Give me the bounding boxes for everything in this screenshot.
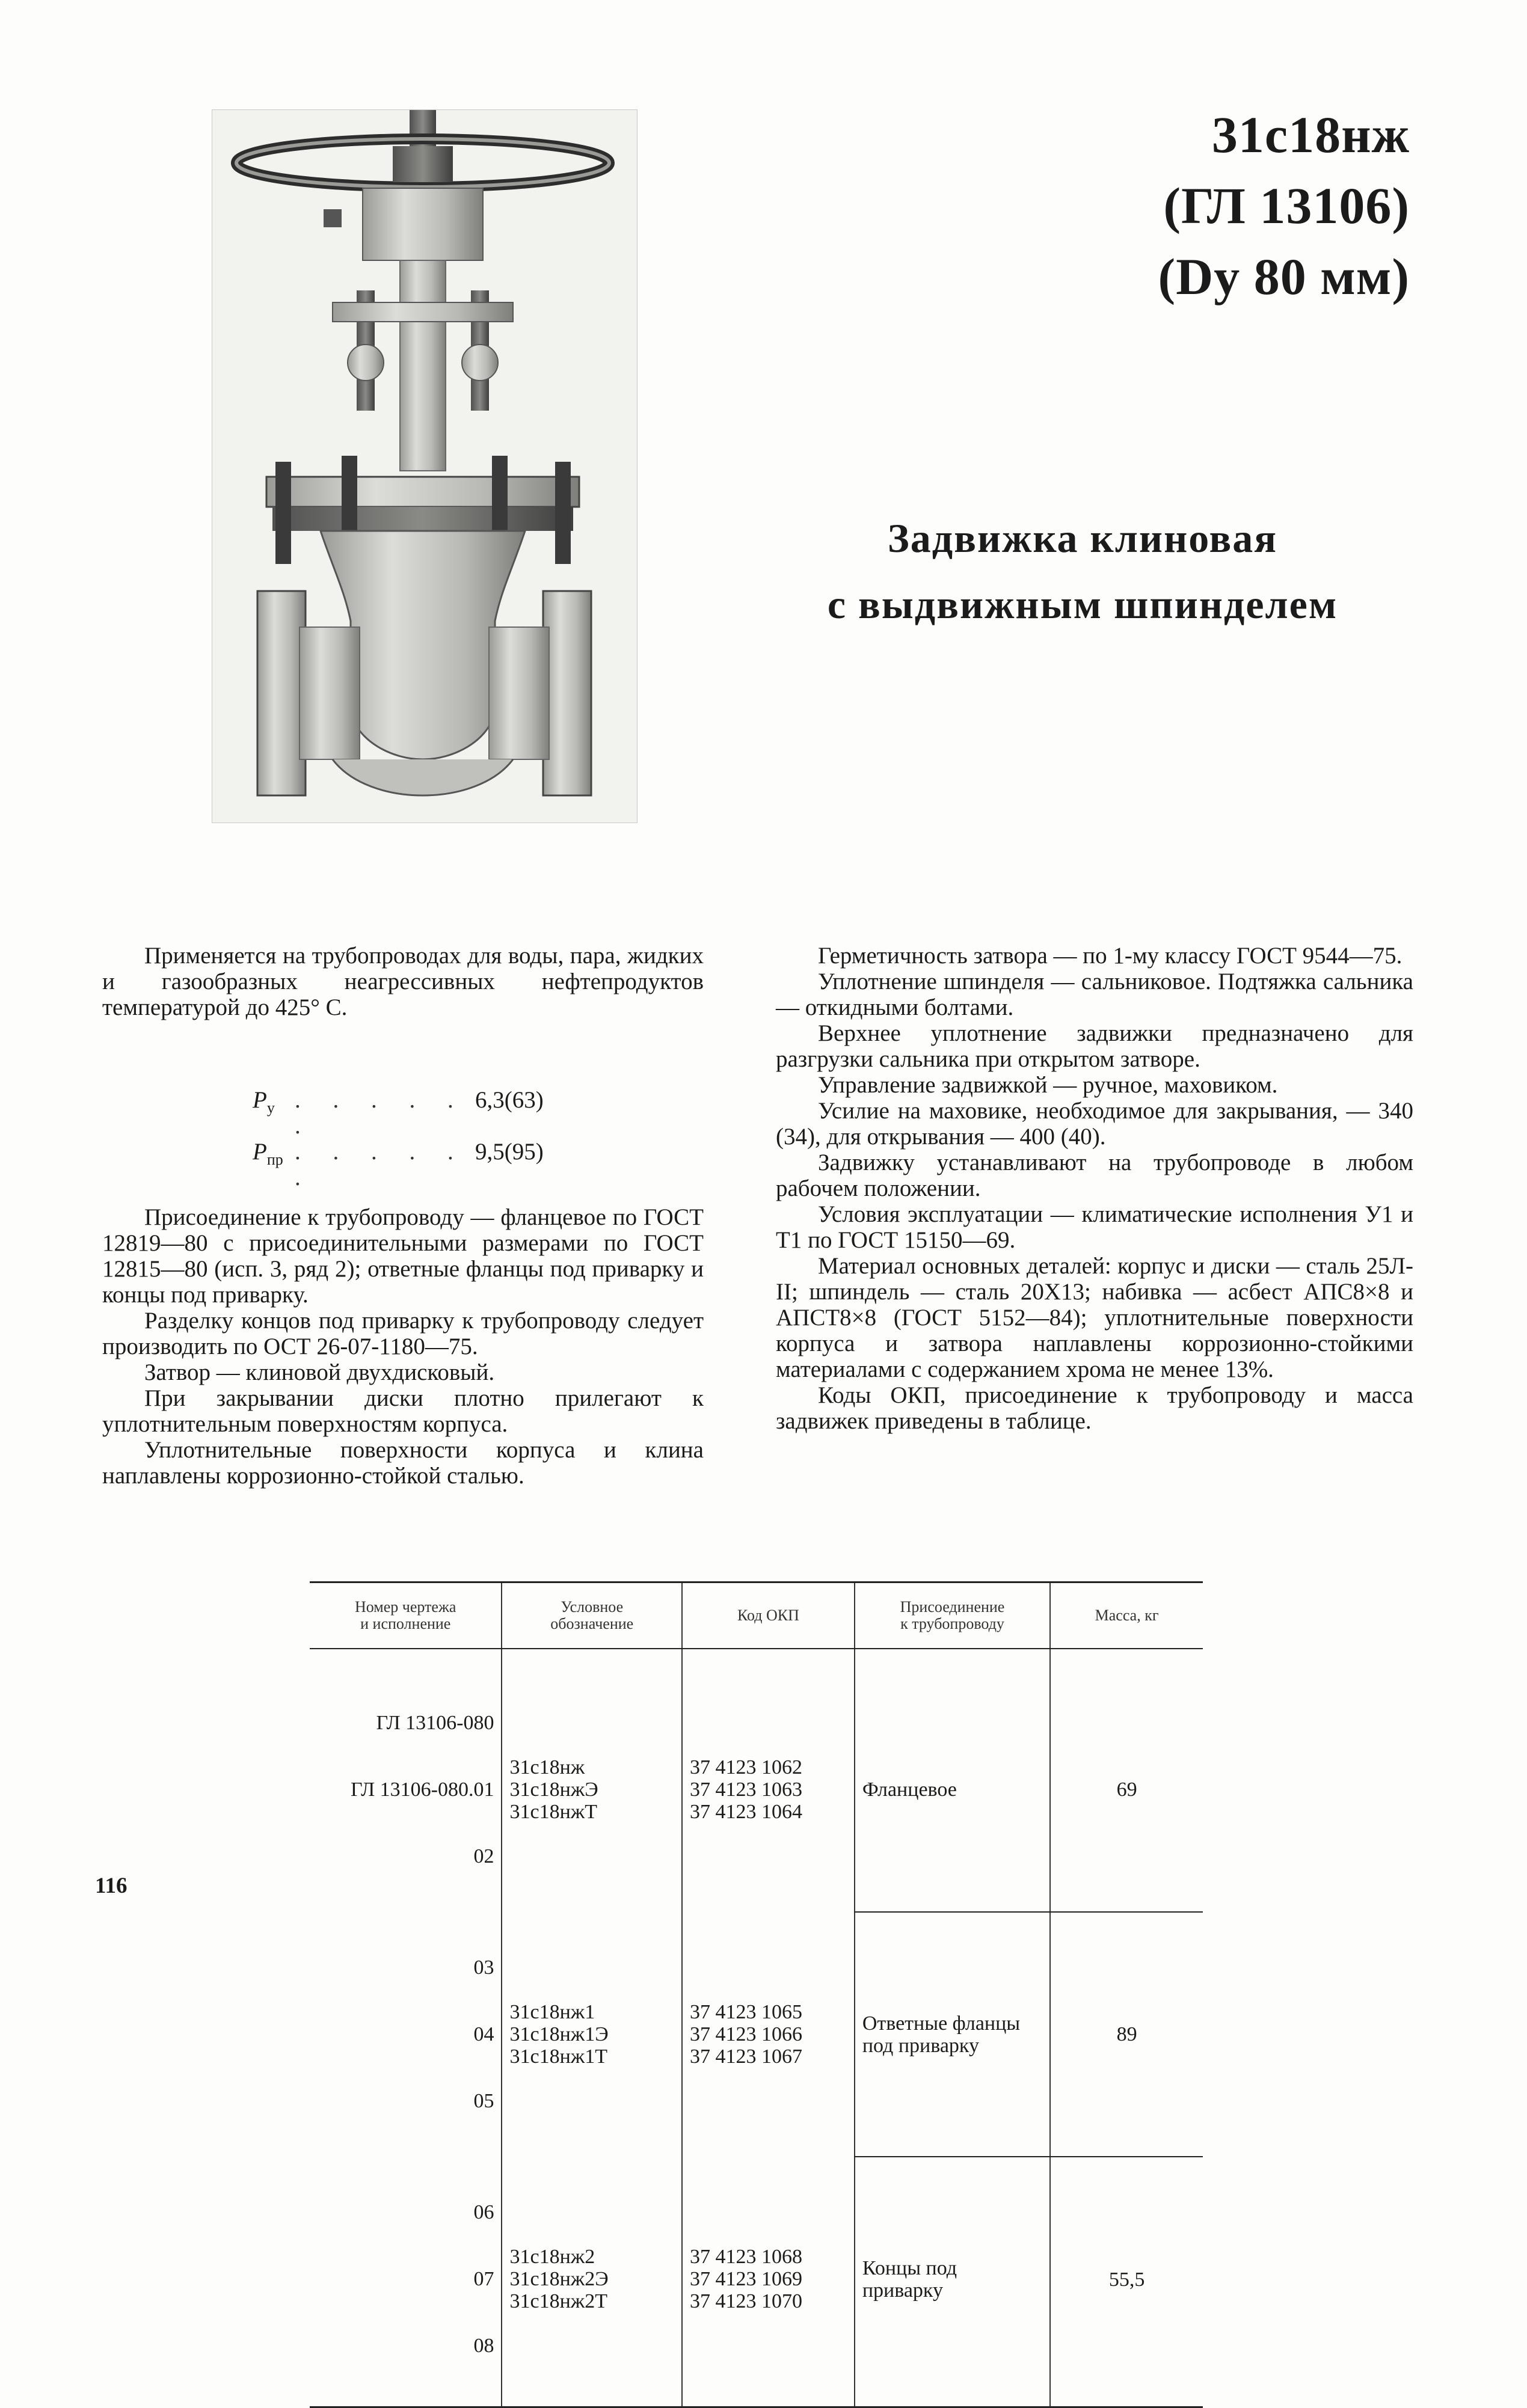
model-designation: 31с18нж [1211, 106, 1410, 164]
param-symbol: $P_{пр}$ [253, 1139, 283, 1168]
mass-value: 89 [1050, 1912, 1203, 2157]
header-designation: Условное обозначение [502, 1582, 682, 1649]
paragraph: Затвор — клиновой двухдисковый. [144, 1359, 495, 1385]
paragraph: Усилие на маховике, необходимое для закрывания, — 340 (34), для открывания — 400 (40). [776, 1098, 1413, 1150]
header-okp-code: Код ОКП [682, 1582, 855, 1649]
param-symbol: $P_у$ [253, 1087, 275, 1117]
title-line-2: с выдвижным шпинделем [827, 581, 1338, 627]
okp-codes: 37 4123 1068 37 4123 1069 37 4123 1070 [682, 2157, 855, 2407]
table-row-group [310, 1912, 1203, 2157]
param-leader: . . . . . . [295, 1087, 467, 1139]
mass-value: 55,5 [1050, 2157, 1203, 2407]
connection-type: Концы под приварку [855, 2157, 1050, 2407]
table-header-row [310, 1582, 1203, 1649]
specs-table [310, 1581, 1203, 2408]
right-column-body [776, 943, 1413, 1434]
table-row-group [310, 2157, 1203, 2407]
left-column-intro [102, 943, 704, 1020]
intro-paragraph: Применяется на трубопроводах для воды, пара, жидких и газообразных неагрессивных нефтепродуктов температурой до 425° С. [102, 943, 704, 1020]
page-title [782, 505, 1383, 637]
param-value: 9,5(95) [475, 1139, 544, 1165]
okp-codes: 37 4123 1062 37 4123 1063 37 4123 1064 [682, 1649, 855, 1912]
title-line-1: Задвижка клиновая [887, 515, 1278, 561]
gate-valve-illustration [212, 110, 637, 823]
table-row-group [310, 1649, 1203, 1912]
paragraph: Присоединение к трубопроводу — фланцевое по ГОСТ 12819—80 с присоединительными размерами по ГОСТ 12815—80 (исп. 3, ряд 2); ответные фланцы под приварку и концы под приварку. [102, 1204, 704, 1308]
header-mass: Масса, кг [1050, 1582, 1203, 1649]
drawing-numbers: 03 04 05 [473, 1956, 494, 2112]
designations: 31с18нж 31с18нжЭ 31с18нжТ [502, 1649, 682, 1912]
paragraph: Материал основных деталей: корпус и диски — сталь 25Л-II; шпиндель — сталь 20Х13; набивка — асбест АПС8×8 и АПСТ8×8 (ГОСТ 5152—84); уплотнительные поверхности корпуса и затвора наплавлены коррозионно-стойкими материалами с содержанием хрома не менее 13%. [776, 1253, 1413, 1382]
designations: 31с18нж2 31с18нж2Э 31с18нж2Т [502, 2157, 682, 2407]
pressure-params [253, 1087, 544, 1190]
connection-type: Фланцевое [855, 1649, 1050, 1912]
paragraph: Разделку концов под приварку к трубопроводу следует производить по ОСТ 26-07-1180—75. [102, 1308, 704, 1359]
okp-codes: 37 4123 1065 37 4123 1066 37 4123 1067 [682, 1912, 855, 2157]
paragraph: При закрывании диски плотно прилегают к уплотнительным поверхностям корпуса. [102, 1385, 704, 1437]
header-drawing-number: Номер чертежа и исполнение [310, 1582, 502, 1649]
param-leader: . . . . . . [295, 1139, 467, 1190]
model-size: (Dу 80 мм) [1158, 248, 1410, 305]
paragraph: Коды ОКП, присоединение к трубопроводу и масса задвижек приведены в таблице. [776, 1382, 1413, 1434]
model-heading [1158, 99, 1410, 312]
paragraph: Верхнее уплотнение задвижки предназначено для разгрузки сальника при открытом затворе. [776, 1020, 1413, 1072]
paragraph: Уплотнительные поверхности корпуса и клина наплавлены коррозионно-стойкой сталью. [102, 1437, 704, 1489]
param-value: 6,3(63) [475, 1087, 544, 1113]
drawing-numbers: ГЛ 13106-080 ГЛ 13106-080.01 02 [351, 1712, 494, 1867]
model-drawing: (ГЛ 13106) [1163, 177, 1410, 234]
mass-value: 69 [1050, 1649, 1203, 1912]
designations: 31с18нж1 31с18нж1Э 31с18нж1Т [502, 1912, 682, 2157]
left-column-body [102, 1204, 704, 1489]
paragraph: Управление задвижкой — ручное, маховиком. [818, 1072, 1278, 1098]
page-number: 116 [95, 1873, 128, 1898]
connection-type: Ответные фланцы под приварку [855, 1912, 1050, 2157]
valve-photo [212, 109, 638, 823]
drawing-numbers: 06 07 08 [310, 2157, 502, 2407]
paragraph: Условия эксплуатации — климатические исполнения У1 и Т1 по ГОСТ 15150—69. [776, 1201, 1413, 1253]
header-connection: Присоединение к трубопроводу [855, 1582, 1050, 1649]
paragraph: Герметичность затвора — по 1-му классу ГОСТ 9544—75. [818, 943, 1403, 969]
param-row [253, 1139, 544, 1190]
paragraph: Уплотнение шпинделя — сальниковое. Подтяжка сальника — откидными болтами. [776, 969, 1413, 1020]
param-row [253, 1087, 544, 1139]
paragraph: Задвижку устанавливают на трубопроводе в любом рабочем положении. [776, 1150, 1413, 1201]
